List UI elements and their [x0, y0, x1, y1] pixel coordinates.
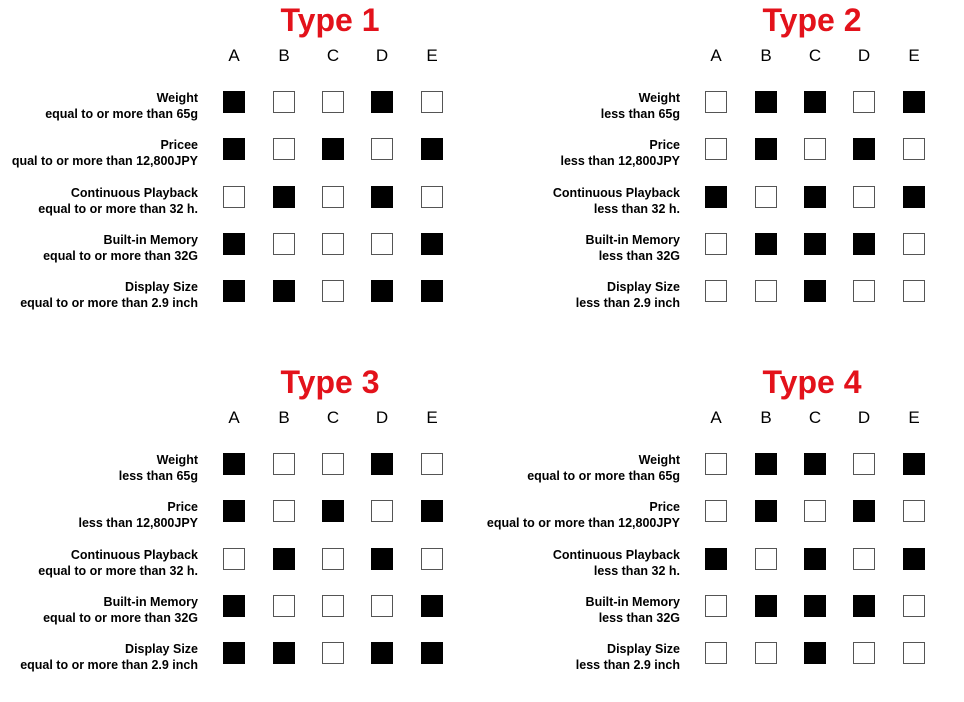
attribute-name: Price [649, 138, 680, 152]
empty-square [371, 595, 393, 617]
filled-square [371, 91, 393, 113]
attribute-row [482, 450, 964, 490]
panel-title: Type 2 [762, 2, 862, 38]
empty-square [853, 548, 875, 570]
attribute-row [482, 545, 964, 585]
column-header: E [426, 408, 438, 427]
panel-title: Type 3 [280, 364, 380, 400]
attribute-row [482, 592, 964, 632]
empty-square [853, 642, 875, 664]
panel-title: Type 1 [280, 2, 380, 38]
empty-square [322, 548, 344, 570]
column-header: E [908, 46, 920, 65]
empty-square [322, 186, 344, 208]
attribute-label [43, 232, 198, 264]
attribute-name: Continuous Playback [70, 186, 198, 200]
filled-square [705, 548, 727, 570]
empty-square [371, 500, 393, 522]
empty-square [322, 595, 344, 617]
attribute-condition: equal to or more than 32G [43, 611, 198, 625]
attribute-label [553, 185, 680, 217]
empty-square [705, 453, 727, 475]
column-header: C [808, 46, 822, 65]
filled-square [903, 186, 925, 208]
filled-square [223, 453, 245, 475]
attribute-name: Built-in Memory [103, 595, 198, 609]
filled-square [273, 186, 295, 208]
filled-square [371, 642, 393, 664]
column-header: D [857, 46, 871, 65]
column-header: A [228, 408, 240, 427]
attribute-row [482, 230, 964, 270]
empty-square [705, 91, 727, 113]
empty-square [755, 548, 777, 570]
attribute-condition: equal to or more than 65g [45, 107, 198, 121]
filled-square [273, 642, 295, 664]
attribute-label [601, 90, 680, 122]
empty-square [903, 233, 925, 255]
attribute-condition: less than 2.9 inch [575, 296, 680, 310]
empty-square [853, 91, 875, 113]
attribute-label [38, 185, 198, 217]
column-header: B [760, 408, 772, 427]
attribute-name: Price [167, 500, 198, 514]
filled-square [421, 500, 443, 522]
attribute-row [0, 230, 482, 270]
empty-square [421, 186, 443, 208]
filled-square [804, 595, 826, 617]
filled-square [705, 186, 727, 208]
empty-square [853, 453, 875, 475]
column-header: E [908, 408, 920, 427]
column-header: A [710, 46, 722, 65]
empty-square [421, 453, 443, 475]
attribute-row [482, 88, 964, 128]
empty-square [853, 280, 875, 302]
empty-square [705, 500, 727, 522]
attribute-condition: less than 65g [600, 107, 680, 121]
filled-square [223, 500, 245, 522]
filled-square [421, 595, 443, 617]
attribute-name: Continuous Playback [70, 548, 198, 562]
filled-square [853, 500, 875, 522]
attribute-label [560, 137, 680, 169]
attribute-row [482, 497, 964, 537]
attribute-name: Display Size [607, 642, 680, 656]
empty-square [223, 186, 245, 208]
attribute-label [12, 137, 198, 169]
filled-square [755, 453, 777, 475]
attribute-row [0, 592, 482, 632]
attribute-name: Weight [156, 453, 198, 467]
attribute-row [482, 183, 964, 223]
filled-square [223, 138, 245, 160]
attribute-row [482, 135, 964, 175]
attribute-condition: equal to or more than 2.9 inch [20, 296, 198, 310]
attribute-label [45, 90, 198, 122]
filled-square [804, 233, 826, 255]
attribute-name: Weight [638, 91, 680, 105]
empty-square [421, 91, 443, 113]
column-header: D [857, 408, 871, 427]
panel-type-4 [482, 362, 964, 702]
attribute-label [553, 547, 680, 579]
attribute-condition: equal to or more than 65g [527, 469, 680, 483]
filled-square [755, 138, 777, 160]
empty-square [903, 280, 925, 302]
filled-square [322, 500, 344, 522]
empty-square [223, 548, 245, 570]
attribute-row [0, 639, 482, 679]
empty-square [421, 548, 443, 570]
column-header: D [375, 46, 389, 65]
empty-square [804, 500, 826, 522]
attribute-name: Built-in Memory [585, 595, 680, 609]
attribute-condition: less than 32G [598, 249, 680, 263]
empty-square [705, 280, 727, 302]
empty-square [273, 233, 295, 255]
empty-square [804, 138, 826, 160]
empty-square [273, 595, 295, 617]
filled-square [371, 280, 393, 302]
column-header: D [375, 408, 389, 427]
attribute-condition: equal to or more than 12,800JPY [486, 516, 680, 530]
empty-square [273, 500, 295, 522]
filled-square [223, 642, 245, 664]
empty-square [705, 233, 727, 255]
column-header: B [760, 46, 772, 65]
filled-square [755, 595, 777, 617]
filled-square [755, 233, 777, 255]
filled-square [421, 233, 443, 255]
empty-square [903, 642, 925, 664]
empty-square [755, 642, 777, 664]
filled-square [853, 595, 875, 617]
empty-square [322, 453, 344, 475]
attribute-label [43, 594, 198, 626]
filled-square [804, 186, 826, 208]
attribute-label [119, 452, 198, 484]
attribute-name: Pricee [160, 138, 198, 152]
filled-square [223, 91, 245, 113]
filled-square [804, 453, 826, 475]
column-header: C [808, 408, 822, 427]
attribute-label [487, 499, 680, 531]
filled-square [371, 186, 393, 208]
filled-square [223, 280, 245, 302]
panel-title: Type 4 [762, 364, 862, 400]
filled-square [322, 138, 344, 160]
filled-square [371, 453, 393, 475]
filled-square [903, 453, 925, 475]
empty-square [322, 280, 344, 302]
filled-square [371, 548, 393, 570]
panel-type-1 [0, 0, 482, 340]
empty-square [755, 280, 777, 302]
filled-square [755, 91, 777, 113]
attribute-condition: less than 2.9 inch [575, 658, 680, 672]
attribute-label [586, 594, 680, 626]
attribute-name: Continuous Playback [552, 186, 680, 200]
empty-square [853, 186, 875, 208]
attribute-label [576, 279, 680, 311]
attribute-row [0, 88, 482, 128]
attribute-label [38, 547, 198, 579]
empty-square [903, 138, 925, 160]
empty-square [322, 91, 344, 113]
empty-square [273, 91, 295, 113]
attribute-label [527, 452, 680, 484]
empty-square [705, 138, 727, 160]
attribute-row [0, 277, 482, 317]
filled-square [804, 280, 826, 302]
attribute-name: Weight [156, 91, 198, 105]
attribute-name: Price [649, 500, 680, 514]
attribute-row [482, 277, 964, 317]
empty-square [322, 642, 344, 664]
filled-square [421, 280, 443, 302]
filled-square [804, 91, 826, 113]
attribute-condition: less than 12,800JPY [78, 516, 198, 530]
attribute-name: Display Size [125, 642, 198, 656]
attribute-row [0, 450, 482, 490]
empty-square [371, 138, 393, 160]
column-header: B [278, 408, 290, 427]
filled-square [421, 138, 443, 160]
attribute-label [576, 641, 680, 673]
attribute-row [482, 639, 964, 679]
filled-square [223, 595, 245, 617]
attribute-label [20, 641, 198, 673]
column-header: E [426, 46, 438, 65]
attribute-label [586, 232, 680, 264]
attribute-condition: less than 65g [118, 469, 198, 483]
attribute-condition: less than 12,800JPY [560, 154, 680, 168]
attribute-name: Weight [638, 453, 680, 467]
attribute-condition: qual to or more than 12,800JPY [11, 154, 198, 168]
attribute-name: Display Size [607, 280, 680, 294]
filled-square [804, 642, 826, 664]
empty-square [903, 595, 925, 617]
filled-square [903, 91, 925, 113]
column-header: B [278, 46, 290, 65]
panel-type-2 [482, 0, 964, 340]
empty-square [273, 138, 295, 160]
attribute-label [78, 499, 198, 531]
empty-square [322, 233, 344, 255]
column-header: C [326, 46, 340, 65]
filled-square [853, 138, 875, 160]
column-header: C [326, 408, 340, 427]
attribute-condition: less than 32 h. [593, 564, 680, 578]
filled-square [903, 548, 925, 570]
empty-square [705, 642, 727, 664]
attribute-name: Display Size [125, 280, 198, 294]
empty-square [903, 500, 925, 522]
attribute-name: Built-in Memory [103, 233, 198, 247]
filled-square [804, 548, 826, 570]
attribute-condition: equal to or more than 2.9 inch [20, 658, 198, 672]
filled-square [853, 233, 875, 255]
empty-square [705, 595, 727, 617]
attribute-condition: less than 32 h. [593, 202, 680, 216]
attribute-row [0, 497, 482, 537]
attribute-condition: equal to or more than 32G [43, 249, 198, 263]
attribute-row [0, 135, 482, 175]
empty-square [273, 453, 295, 475]
column-header: A [710, 408, 722, 427]
filled-square [421, 642, 443, 664]
filled-square [273, 280, 295, 302]
column-header: A [228, 46, 240, 65]
filled-square [223, 233, 245, 255]
attribute-name: Continuous Playback [552, 548, 680, 562]
filled-square [755, 500, 777, 522]
filled-square [273, 548, 295, 570]
attribute-condition: equal to or more than 32 h. [38, 564, 198, 578]
attribute-row [0, 545, 482, 585]
attribute-condition: equal to or more than 32 h. [38, 202, 198, 216]
empty-square [755, 186, 777, 208]
panel-type-3 [0, 362, 482, 702]
attribute-name: Built-in Memory [585, 233, 680, 247]
attribute-condition: less than 32G [598, 611, 680, 625]
attribute-row [0, 183, 482, 223]
attribute-label [20, 279, 198, 311]
empty-square [371, 233, 393, 255]
